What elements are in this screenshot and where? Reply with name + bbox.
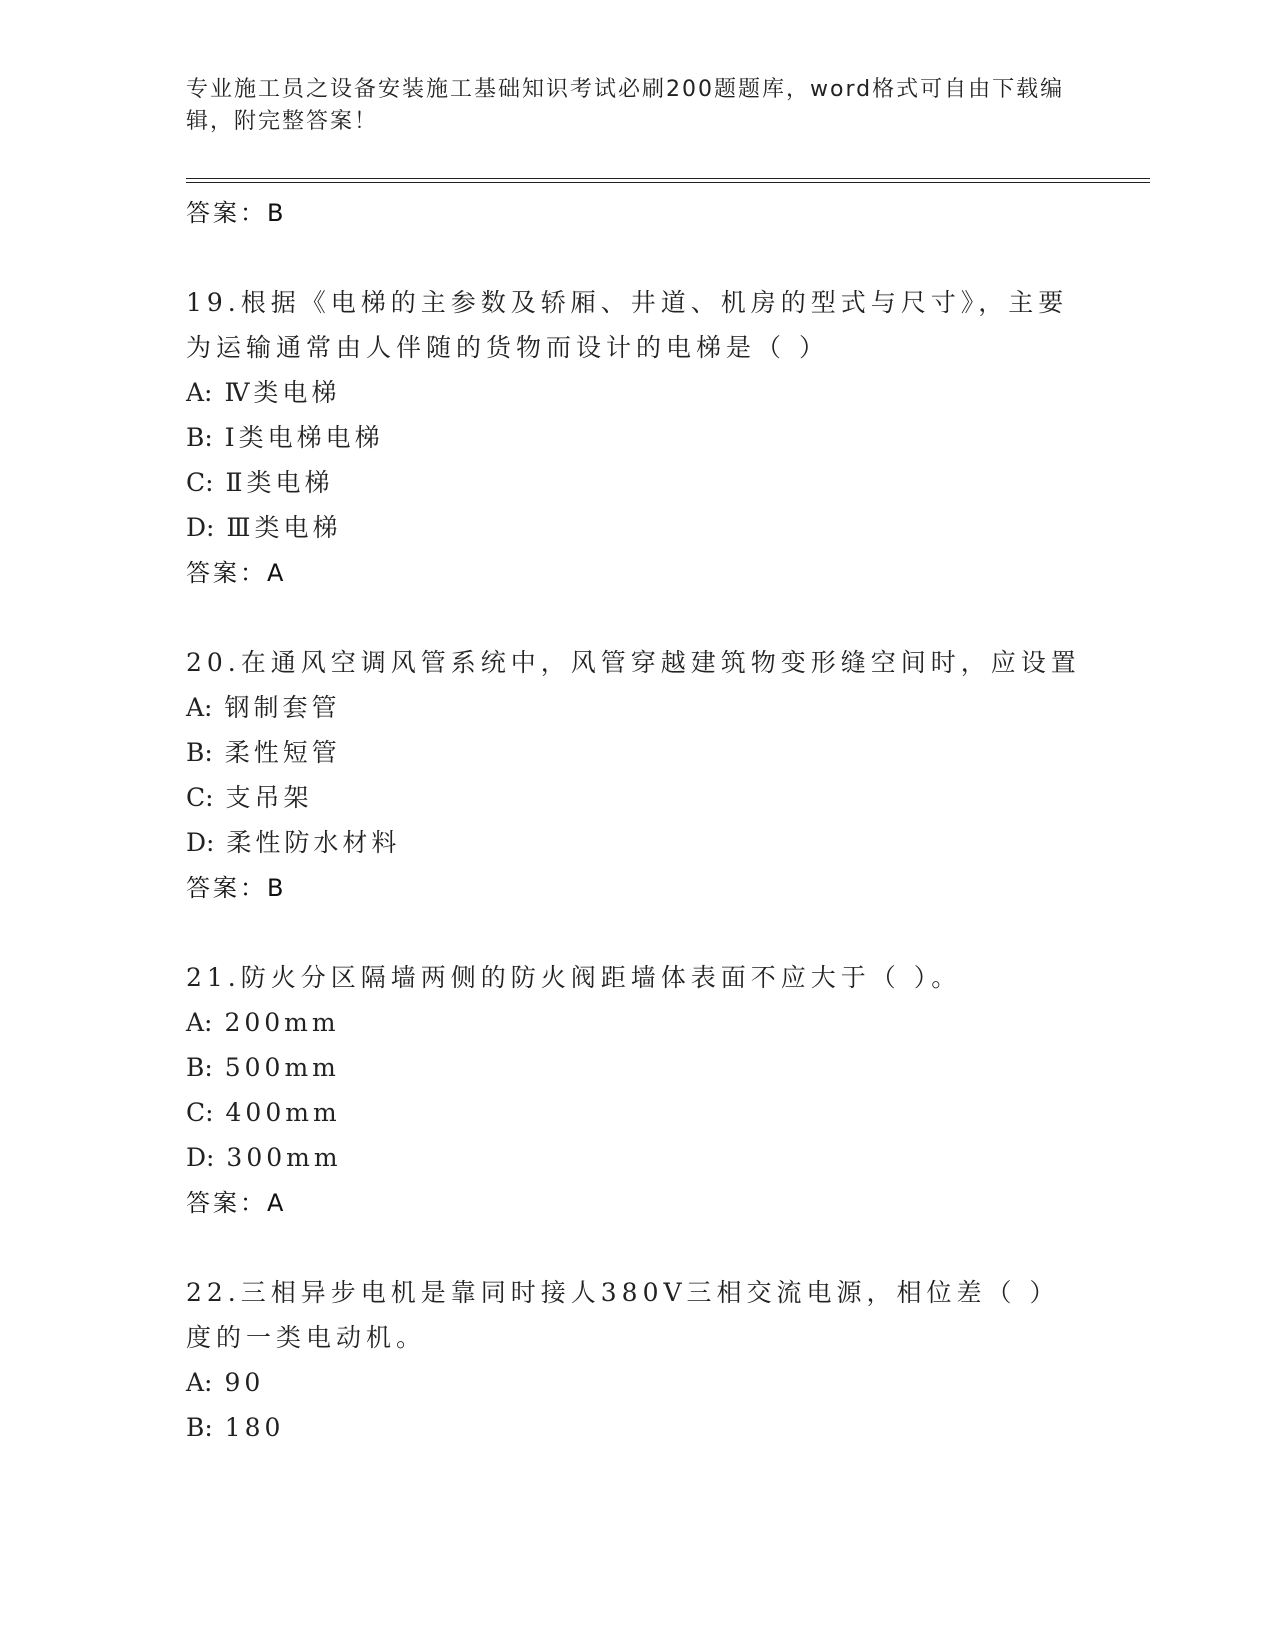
option-label: A: [186,1008,213,1037]
option-text: 300mm [226,1143,342,1172]
option-text: Ⅳ类电梯 [224,378,341,407]
question-19 [186,280,1086,596]
option-text: 柔性防水材料 [226,828,401,857]
option-label: A: [186,378,213,407]
option-label: C: [186,1098,214,1127]
option-text: 200mm [224,1008,340,1037]
header-rule-bottom [186,182,1150,183]
question-19-answer: 答案：A [186,559,287,587]
question-21-option-c [186,1090,1086,1135]
question-19-option-b [186,415,1086,460]
option-label: B: [186,1413,213,1442]
question-21 [186,955,1086,1226]
question-21-option-d [186,1135,1086,1180]
option-text: 支吊架 [225,783,313,812]
option-label: D: [186,828,215,857]
option-text: 400mm [225,1098,341,1127]
question-20-option-d [186,820,1086,865]
question-20-answer: 答案：B [186,874,287,902]
question-19-option-a [186,370,1086,415]
question-21-answer: 答案：A [186,1189,287,1217]
option-label: B: [186,423,213,452]
option-text: 500mm [224,1053,340,1082]
option-label: C: [186,468,214,497]
option-label: B: [186,1053,213,1082]
question-22-option-b [186,1405,1086,1450]
option-text: Ⅲ类电梯 [226,513,342,542]
question-21-option-a [186,1000,1086,1045]
option-label: D: [186,1143,215,1172]
option-text: 90 [224,1368,265,1397]
option-text: 柔性短管 [224,738,341,767]
question-19-option-d [186,505,1086,550]
question-22 [186,1270,1086,1450]
option-text: 180 [224,1413,285,1442]
document-body [186,190,1086,1450]
header-rule-top [186,178,1150,179]
question-20-option-a [186,685,1086,730]
document-header: 专业施工员之设备安装施工基础知识考试必刷200题题库，word格式可自由下载编辑，附完整答案！ [186,77,1065,134]
answer-previous: 答案：B [186,199,287,227]
option-label: A: [186,1368,213,1397]
question-20-text: 20.在通风空调风管系统中，风管穿越建筑物变形缝空间时，应设置 [186,648,1081,677]
option-text: 钢制套管 [224,693,341,722]
question-22-option-a [186,1360,1086,1405]
option-label: B: [186,738,213,767]
question-21-option-b [186,1045,1086,1090]
question-20 [186,640,1086,911]
option-label: D: [186,513,215,542]
question-21-text: 21.防火分区隔墙两侧的防火阀距墙体表面不应大于（ ）。 [186,963,962,992]
option-label: C: [186,783,214,812]
question-20-option-b [186,730,1086,775]
option-text: Ⅱ类电梯 [225,468,334,497]
question-20-option-c [186,775,1086,820]
question-22-text: 22.三相异步电机是靠同时接人380V三相交流电源，相位差（ ）度的一类电动机。 [186,1278,1060,1352]
option-label: A: [186,693,213,722]
question-19-option-c [186,460,1086,505]
option-text: Ⅰ类电梯电梯 [224,423,384,452]
question-19-text: 19.根据《电梯的主参数及轿厢、井道、机房的型式与尺寸》，主要为运输通常由人伴随的货物而设计的电梯是（ ） [186,288,1069,362]
